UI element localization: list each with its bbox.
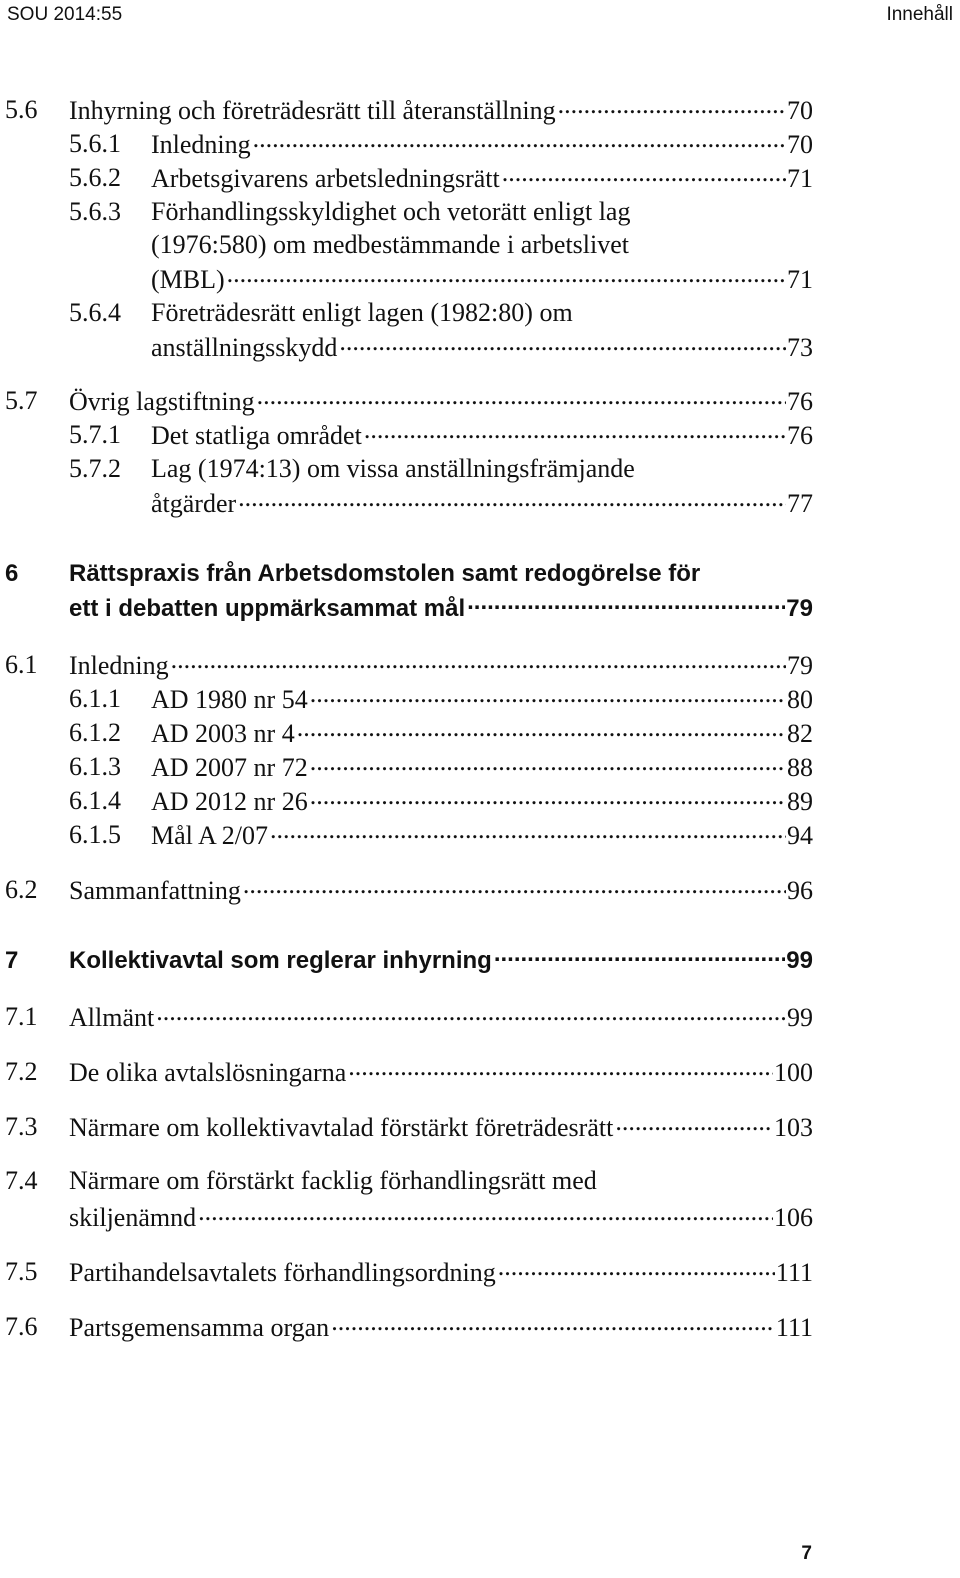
leader-dots — [225, 262, 786, 288]
running-header — [0, 0, 960, 33]
toc-entry-6-1-1[interactable]: 6.1.1 AD 1980 nr 54 ..... 80 — [0, 682, 960, 716]
report-id: SOU 2014:55 — [7, 4, 123, 25]
toc-entry-7-6[interactable]: 7.6 Partsgemensamma organ ..... 111 — [0, 1310, 960, 1344]
toc-entry-7-5[interactable]: 7.5 Partihandelsavtalets förhandlingsordning ..... 111 — [0, 1255, 960, 1289]
leader-dots — [255, 384, 786, 410]
leader-dots — [308, 682, 786, 708]
section-title: Innehåll — [886, 4, 953, 25]
toc-entry-6-1-2[interactable]: 6.1.2 AD 2003 nr 4 ..... 82 — [0, 716, 960, 750]
toc-entry-7-1[interactable]: 7.1 Allmänt ..... 99 — [0, 1000, 960, 1034]
leader-dots — [268, 818, 786, 844]
leader-dots — [308, 750, 786, 776]
leader-dots — [465, 592, 785, 616]
leader-dots — [329, 1310, 775, 1336]
toc-entry-7-2[interactable]: 7.2 De olika avtalslösningarna ..... 100 — [0, 1055, 960, 1089]
leader-dots — [337, 330, 786, 356]
leader-dots — [492, 944, 785, 968]
leader-dots — [196, 1200, 773, 1226]
toc-chapter-7[interactable]: 7 Kollektivavtal som reglerar inhyrning ..... 99 — [0, 944, 960, 978]
toc-entry-5-7[interactable]: 5.7 Övrig lagstiftning ..... 76 — [0, 384, 960, 418]
leader-dots — [556, 93, 786, 119]
leader-dots — [295, 716, 786, 742]
leader-dots — [241, 873, 786, 899]
leader-dots — [169, 648, 786, 674]
toc-entry-6-1-5[interactable]: 6.1.5 Mål A 2/07 ..... 94 — [0, 818, 960, 852]
toc-entry-6-1[interactable]: 6.1 Inledning ..... 79 — [0, 648, 960, 682]
toc-entry-7-3[interactable]: 7.3 Närmare om kollektivavtalad förstärkt företrädesrätt ..... 103 — [0, 1110, 960, 1144]
toc-entry-5-6[interactable]: 5.6 Inhyrning och företrädesrätt till återanställning ..... 70 — [0, 93, 960, 127]
leader-dots — [346, 1055, 773, 1081]
leader-dots — [236, 486, 786, 512]
toc-entry-6-1-4[interactable]: 6.1.4 AD 2012 nr 26 ..... 89 — [0, 784, 960, 818]
leader-dots — [613, 1110, 773, 1136]
leader-dots — [251, 127, 786, 153]
toc-entry-6-2[interactable]: 6.2 Sammanfattning ..... 96 — [0, 873, 960, 907]
leader-dots — [154, 1000, 786, 1026]
leader-dots — [500, 161, 786, 187]
leader-dots — [496, 1255, 775, 1281]
page-number: 7 — [801, 1543, 812, 1564]
toc-entry-5-6-2[interactable]: 5.6.2 Arbetsgivarens arbetsledningsrätt ..... 71 — [0, 161, 960, 195]
toc-entry-5-7-1[interactable]: 5.7.1 Det statliga området ..... 76 — [0, 418, 960, 452]
toc-entry-5-6-1[interactable]: 5.6.1 Inledning ..... 70 — [0, 127, 960, 161]
toc-entry-6-1-3[interactable]: 6.1.3 AD 2007 nr 72 ..... 88 — [0, 750, 960, 784]
leader-dots — [308, 784, 786, 810]
leader-dots — [362, 418, 786, 444]
